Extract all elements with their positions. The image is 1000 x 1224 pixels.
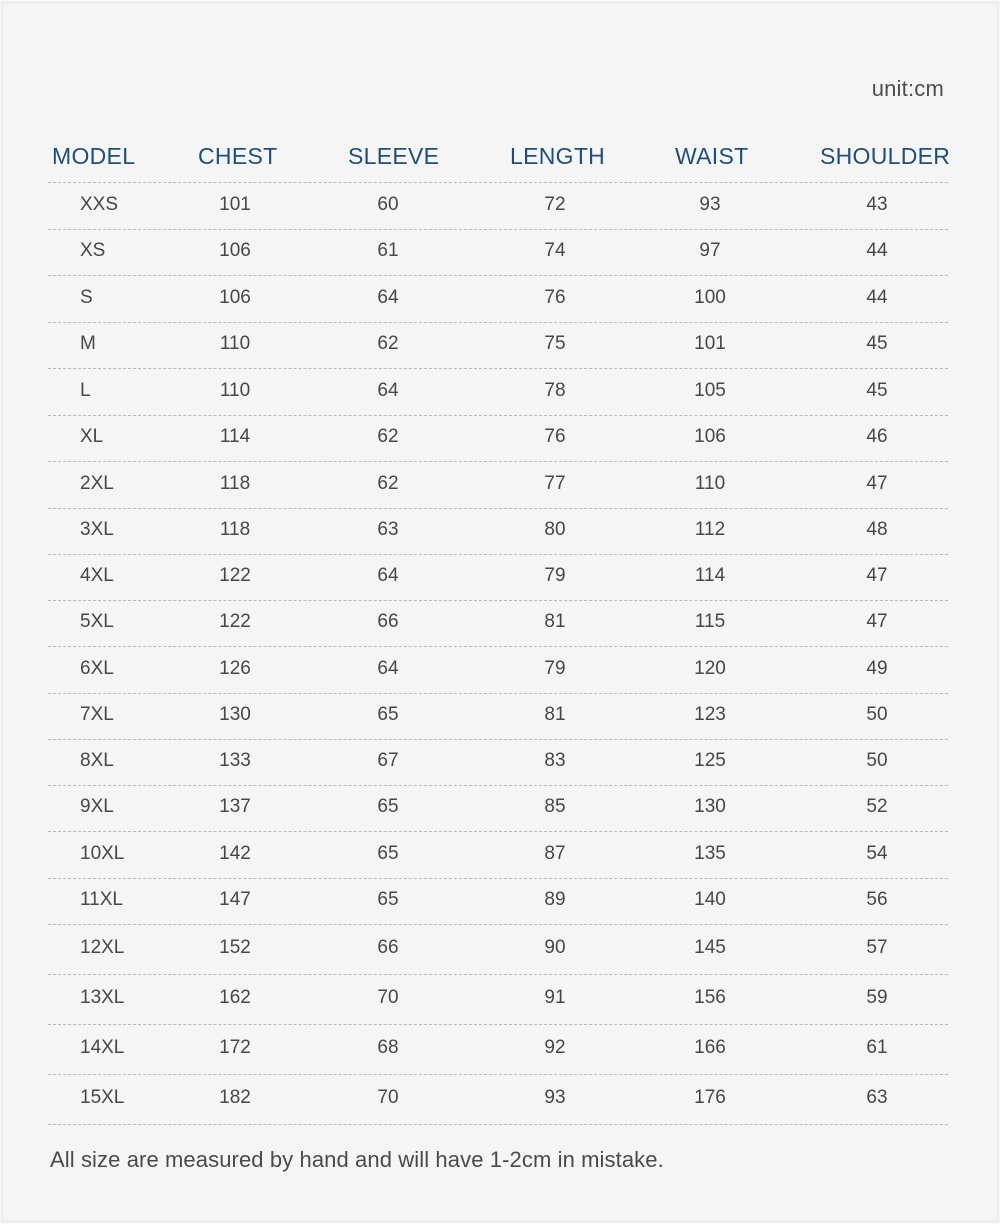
cell-length: 77	[544, 472, 566, 494]
cell-waist: 130	[694, 796, 726, 817]
cell-sleeve: 61	[377, 240, 399, 261]
cell-shoulder: 54	[866, 842, 888, 864]
cell-sleeve: 70	[377, 987, 399, 1008]
header-chest: CHEST	[198, 143, 278, 169]
cell-length: 93	[544, 1087, 566, 1108]
cell-shoulder: 50	[866, 750, 888, 771]
cell-chest: 137	[219, 796, 251, 817]
cell-length: 80	[544, 519, 566, 540]
cell-length: 76	[544, 286, 566, 308]
cell-length: 92	[544, 1037, 566, 1058]
cell-waist: 140	[694, 889, 726, 910]
table-row	[0, 240, 1000, 270]
cell-model: 4XL	[80, 565, 114, 586]
cell-length: 75	[544, 333, 566, 354]
cell-waist: 100	[694, 286, 726, 308]
cell-model: 15XL	[80, 1087, 125, 1108]
cell-shoulder: 47	[866, 472, 888, 494]
header-model: MODEL	[52, 143, 136, 169]
cell-chest: 130	[219, 704, 251, 725]
cell-length: 72	[544, 193, 566, 215]
cell-shoulder: 50	[866, 704, 888, 725]
cell-chest: 126	[219, 657, 251, 679]
cell-sleeve: 62	[377, 426, 399, 447]
cell-waist: 97	[699, 240, 721, 261]
cell-length: 76	[544, 426, 566, 447]
cell-model: 10XL	[80, 842, 125, 864]
cell-chest: 110	[219, 379, 251, 401]
cell-sleeve: 62	[377, 333, 399, 354]
row-divider	[48, 461, 948, 462]
row-divider	[48, 600, 948, 601]
cell-chest: 172	[219, 1037, 251, 1058]
cell-shoulder: 49	[866, 657, 888, 679]
cell-chest: 106	[219, 286, 251, 308]
cell-shoulder: 63	[866, 1087, 888, 1108]
cell-sleeve: 64	[377, 286, 399, 308]
cell-model: M	[80, 333, 96, 354]
cell-chest: 142	[219, 842, 251, 864]
cell-chest: 101	[219, 193, 251, 215]
cell-length: 81	[544, 611, 566, 632]
table-row	[0, 194, 1000, 224]
row-divider	[48, 924, 948, 925]
cell-waist: 93	[699, 193, 721, 215]
table-row	[0, 611, 1000, 641]
header-length: LENGTH	[510, 143, 606, 169]
row-divider	[48, 229, 948, 230]
table-row	[0, 889, 1000, 919]
cell-sleeve: 60	[377, 193, 399, 215]
cell-shoulder: 47	[866, 611, 888, 632]
cell-model: 13XL	[80, 987, 125, 1008]
cell-waist: 123	[694, 704, 726, 725]
cell-shoulder: 44	[866, 286, 888, 308]
cell-length: 78	[544, 379, 566, 401]
header-waist: WAIST	[675, 143, 749, 169]
cell-sleeve: 70	[377, 1087, 399, 1108]
row-divider	[48, 1074, 948, 1075]
row-divider	[48, 368, 948, 369]
cell-length: 79	[544, 565, 566, 586]
cell-waist: 105	[694, 379, 726, 401]
table-row	[0, 380, 1000, 410]
row-divider	[48, 554, 948, 555]
cell-waist: 114	[694, 565, 726, 586]
row-divider	[48, 182, 948, 183]
cell-waist: 166	[694, 1037, 726, 1058]
cell-chest: 162	[219, 987, 251, 1008]
cell-sleeve: 64	[377, 379, 399, 401]
row-divider	[48, 322, 948, 323]
cell-sleeve: 66	[377, 611, 399, 632]
cell-waist: 135	[694, 842, 726, 864]
cell-shoulder: 52	[866, 796, 888, 817]
header-shoulder: SHOULDER	[820, 143, 951, 169]
cell-length: 89	[544, 889, 566, 910]
cell-shoulder: 61	[866, 1037, 888, 1058]
table-row	[0, 937, 1000, 967]
cell-shoulder: 56	[866, 889, 888, 910]
cell-model: 2XL	[80, 472, 114, 494]
table-row	[0, 565, 1000, 595]
cell-model: XXS	[80, 193, 119, 215]
cell-chest: 114	[219, 426, 251, 447]
cell-waist: 145	[694, 937, 726, 958]
cell-waist: 106	[694, 426, 726, 447]
cell-shoulder: 59	[866, 987, 888, 1008]
cell-sleeve: 62	[377, 472, 399, 494]
cell-model: L	[80, 379, 91, 401]
row-divider	[48, 974, 948, 975]
cell-length: 83	[544, 750, 566, 771]
cell-sleeve: 67	[377, 750, 399, 771]
cell-chest: 133	[219, 750, 251, 771]
table-row	[0, 287, 1000, 317]
cell-sleeve: 66	[377, 937, 399, 958]
cell-waist: 101	[694, 333, 726, 354]
row-divider	[48, 508, 948, 509]
cell-chest: 122	[219, 565, 251, 586]
cell-waist: 112	[694, 519, 726, 540]
cell-chest: 118	[219, 472, 251, 494]
cell-chest: 106	[219, 240, 251, 261]
row-divider	[48, 415, 948, 416]
table-header	[0, 143, 1000, 175]
cell-model: 6XL	[80, 657, 114, 679]
cell-model: 12XL	[80, 937, 125, 958]
row-divider	[48, 693, 948, 694]
row-divider	[48, 785, 948, 786]
cell-shoulder: 45	[866, 379, 888, 401]
row-divider	[48, 646, 948, 647]
row-divider	[48, 275, 948, 276]
row-divider	[48, 1024, 948, 1025]
cell-waist: 125	[694, 750, 726, 771]
cell-sleeve: 65	[377, 704, 399, 725]
cell-sleeve: 68	[377, 1037, 399, 1058]
cell-shoulder: 46	[866, 426, 888, 447]
cell-shoulder: 45	[866, 333, 888, 354]
table-row	[0, 796, 1000, 826]
cell-length: 91	[544, 987, 566, 1008]
cell-shoulder: 48	[866, 519, 888, 540]
cell-sleeve: 64	[377, 657, 399, 679]
header-sleeve: SLEEVE	[348, 143, 440, 169]
cell-sleeve: 65	[377, 842, 399, 864]
table-row	[0, 750, 1000, 780]
cell-waist: 115	[694, 611, 726, 632]
table-row	[0, 333, 1000, 363]
cell-chest: 118	[219, 519, 251, 540]
cell-shoulder: 44	[866, 240, 888, 261]
cell-length: 74	[544, 240, 566, 261]
table-row	[0, 843, 1000, 873]
cell-model: 14XL	[80, 1037, 125, 1058]
row-divider	[48, 878, 948, 879]
cell-model: XL	[80, 426, 104, 447]
measurement-note: All size are measured by hand and will have 1-2cm in mistake.	[50, 1147, 664, 1172]
table-row	[0, 426, 1000, 456]
unit-label: unit:cm	[871, 76, 944, 101]
table-row	[0, 1087, 1000, 1117]
cell-sleeve: 64	[377, 565, 399, 586]
cell-length: 81	[544, 704, 566, 725]
table-row	[0, 473, 1000, 503]
cell-waist: 120	[694, 657, 726, 679]
cell-length: 85	[544, 796, 566, 817]
cell-chest: 122	[219, 611, 251, 632]
cell-sleeve: 65	[377, 889, 399, 910]
cell-shoulder: 43	[866, 193, 888, 215]
cell-model: XS	[80, 240, 106, 261]
cell-length: 79	[544, 657, 566, 679]
cell-model: 11XL	[80, 889, 123, 910]
cell-chest: 152	[219, 937, 251, 958]
cell-model: 8XL	[80, 750, 114, 771]
cell-shoulder: 47	[866, 565, 888, 586]
table-row	[0, 1037, 1000, 1067]
table-row	[0, 658, 1000, 688]
table-row	[0, 704, 1000, 734]
row-divider	[48, 1124, 948, 1125]
cell-sleeve: 65	[377, 796, 399, 817]
row-divider	[48, 831, 948, 832]
table-row	[0, 519, 1000, 549]
table-row	[0, 987, 1000, 1017]
cell-chest: 110	[219, 333, 251, 354]
cell-length: 90	[544, 937, 566, 958]
cell-chest: 147	[219, 889, 251, 910]
cell-waist: 156	[694, 987, 726, 1008]
cell-chest: 182	[219, 1087, 251, 1108]
cell-model: 5XL	[80, 611, 114, 632]
cell-length: 87	[544, 842, 566, 864]
cell-waist: 110	[694, 472, 726, 494]
row-divider	[48, 739, 948, 740]
cell-model: 3XL	[80, 519, 114, 540]
cell-model: 7XL	[80, 704, 114, 725]
cell-sleeve: 63	[377, 519, 399, 540]
cell-model: 9XL	[80, 796, 114, 817]
cell-shoulder: 57	[866, 937, 888, 958]
cell-waist: 176	[694, 1087, 726, 1108]
cell-model: S	[80, 286, 93, 308]
